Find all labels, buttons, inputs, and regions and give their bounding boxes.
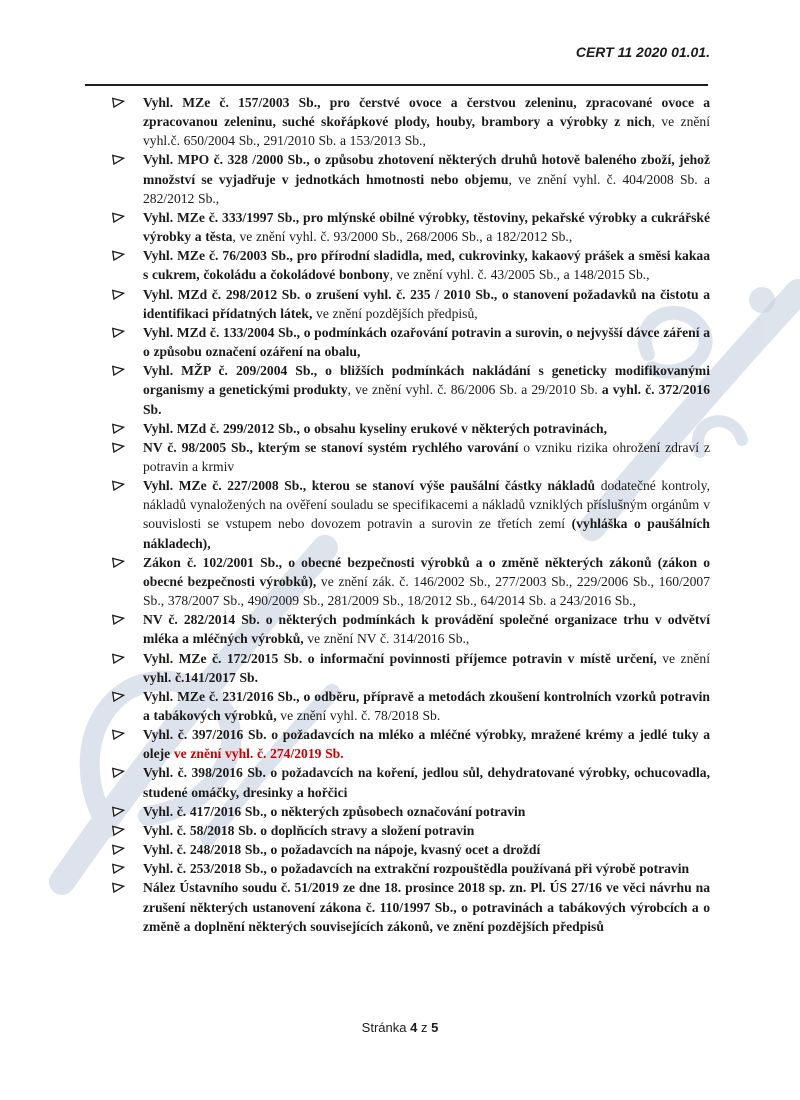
arrowhead-bullet-icon	[112, 361, 143, 376]
regulation-text-segment: a vyhl. č. 372/2016 Sb.	[143, 382, 710, 417]
regulation-text-segment: (vyhláška o paušálních nákladech),	[143, 516, 710, 551]
regulation-text	[143, 93, 710, 150]
regulation-text-segment: Vyhl. MZe č. 76/2003 Sb., pro přírodní sladidla, med, cukrovinky, kakaový prášek a směsi kakaa s cukrem, čokoládu a čokoládové bonbony	[143, 248, 710, 283]
regulation-list	[112, 93, 710, 936]
arrowhead-bullet-icon	[112, 802, 143, 817]
regulation-text	[143, 476, 710, 553]
page-number: 4	[410, 1020, 418, 1035]
regulation-text	[143, 649, 710, 687]
regulation-text	[143, 323, 710, 361]
list-item	[112, 878, 710, 935]
arrowhead-bullet-icon	[112, 150, 143, 165]
page-label: Stránka	[361, 1020, 407, 1035]
regulation-text-segment: Nález Ústavního soudu č. 51/2019 ze dne 18. prosince 2018 sp. zn. Pl. ÚS 27/16 ve věci návrhu na zrušení některých ustanovení zákona č. 110/1997 Sb., o potravinách a tabákových výrobcích a o změně a doplnění některých souvisejících zákonů, ve znění pozdějších předpisů	[143, 880, 710, 934]
arrowhead-bullet-icon	[112, 93, 143, 108]
regulation-text	[143, 687, 710, 725]
regulation-text-segment: Zákon č. 102/2001 Sb., o obecné bezpečnosti výrobků a o změně některých zákonů (zákon o obecné bezpečnosti výrobků),	[143, 554, 710, 589]
list-item	[112, 859, 710, 878]
list-item	[112, 553, 710, 610]
regulation-text-segment: ve znění pozdějších předpisů,	[312, 305, 478, 321]
arrowhead-bullet-icon	[112, 878, 143, 893]
page-header	[576, 44, 710, 60]
regulation-text-segment: ve znění	[656, 650, 710, 666]
arrowhead-bullet-icon	[112, 763, 143, 778]
regulation-text-segment: ve znění NV č. 314/2016 Sb.,	[303, 631, 470, 647]
regulation-text-segment: , ve znění vyhl. č. 86/2006 Sb. a 29/2010 Sb.	[347, 382, 602, 398]
list-item	[112, 476, 710, 553]
regulation-text-segment: o vzniku rizika ohrožení zdraví z potravin a krmiv	[143, 439, 710, 474]
regulation-text-segment: Vyhl. MŽP č. 209/2004 Sb., o bližších podmínkách nakládání s geneticky modifikovanými organismy a genetickými produkty	[143, 363, 710, 398]
regulation-text-segment: Vyhl. MZe č. 157/2003 Sb., pro čerstvé ovoce a čerstvou zeleninu, zpracované ovoce a zpracovanou zeleninu, suché skořápkové plody, houby, brambory a výrobky z nich	[143, 95, 710, 130]
list-item	[112, 763, 710, 801]
list-item	[112, 687, 710, 725]
regulation-text-segment: Vyhl. č. 417/2016 Sb., o některých způsobech označování potravin	[143, 803, 526, 819]
regulation-text	[143, 802, 710, 821]
arrowhead-bullet-icon	[112, 285, 143, 300]
regulation-text	[143, 859, 710, 878]
list-item	[112, 419, 710, 438]
regulation-text	[143, 438, 710, 476]
arrowhead-bullet-icon	[112, 725, 143, 740]
regulation-text-segment: ve znění vyhl. č. 274/2019 Sb.	[173, 746, 344, 762]
regulation-text-segment: , ve znění vyhl. č. 43/2005 Sb., a 148/2015 Sb.,	[389, 267, 650, 283]
regulation-text-segment: , ve znění vyhl.č. 650/2004 Sb., 291/2010 Sb. a 153/2013 Sb.,	[143, 114, 710, 149]
regulation-text	[143, 553, 710, 610]
list-item	[112, 802, 710, 821]
regulation-text-segment: ve znění vyhl. č. 78/2018 Sb.	[276, 708, 441, 723]
regulation-text	[143, 208, 710, 246]
regulation-text-segment: vyhl. č.141/2017 Sb.	[143, 669, 258, 685]
list-item	[112, 821, 710, 840]
list-item	[112, 93, 710, 150]
regulation-text-segment: Vyhl. MZe č. 172/2015 Sb. o informační povinnosti příjemce potravin v místě určení,	[143, 650, 657, 666]
regulation-text	[143, 763, 710, 801]
regulation-text-segment: dodatečné kontroly, nákladů vynaložených na ověření souladu se specifikacemi a nákladů vzniklých příslušným orgánům v souvislosti se vstupem nebo dovozem potravin a surovin ze třetích zemí	[143, 478, 710, 532]
regulation-text	[143, 246, 710, 284]
regulation-text	[143, 150, 710, 207]
regulation-text-segment: Vyhl. č. 398/2016 Sb. o požadavcích na koření, jedlou sůl, dehydratované výrobky, ochucovadla, studené omáčky, dresinky a hořčici	[143, 765, 710, 800]
arrowhead-bullet-icon	[112, 323, 143, 338]
list-item	[112, 150, 710, 207]
page-total: 5	[431, 1020, 439, 1035]
regulation-text	[143, 610, 710, 648]
list-item	[112, 285, 710, 323]
list-item	[112, 840, 710, 859]
regulation-text-segment: ve znění zák. č. 146/2002 Sb., 277/2003 Sb., 229/2006 Sb., 160/2007 Sb., 378/2007 Sb., 490/2009 Sb., 281/2009 Sb., 18/2012 Sb., 64/2014 Sb. a 243/2016 Sb.,	[143, 573, 710, 609]
list-item	[112, 438, 710, 476]
regulation-text-segment: Vyhl. MZe č. 227/2008 Sb., kterou se stanoví výše paušální částky nákladů	[143, 478, 596, 494]
regulation-text-segment: Vyhl. MPO č. 328 /2000 Sb., o způsobu zhotovení některých druhů hotově baleného zboží, jehož množství se vyjadřuje v jednotkách hmotnosti nebo objemu	[143, 152, 710, 187]
arrowhead-bullet-icon	[112, 840, 143, 855]
list-item	[112, 610, 710, 648]
regulation-text-segment: NV č. 282/2014 Sb. o některých podmínkách k provádění společné organizace trhu v odvětví mléka a mléčných výrobků,	[143, 612, 710, 647]
regulation-text-segment: , ve znění vyhl. č. 93/2000 Sb., 268/2006 Sb., a 182/2012 Sb.,	[232, 229, 573, 245]
regulation-text-segment: Vyhl. č. 253/2018 Sb., o požadavcích na extrakční rozpouštědla používaná při výrobě potravin	[143, 861, 690, 877]
regulation-text	[143, 419, 710, 438]
regulation-text	[143, 821, 710, 840]
arrowhead-bullet-icon	[112, 821, 143, 836]
doc-code: CERT 11 2020 01.01.	[575, 44, 710, 60]
list-item	[112, 361, 710, 418]
list-item	[112, 725, 710, 763]
page-footer	[0, 1020, 800, 1035]
regulation-text	[143, 725, 710, 763]
arrowhead-bullet-icon	[112, 476, 143, 491]
regulation-text-segment: Vyhl. MZd č. 133/2004 Sb., o podmínkách ozařování potravin a surovin, o nejvyšší dávce záření a o způsobu označení ozáření na obalu,	[143, 324, 710, 360]
arrowhead-bullet-icon	[112, 610, 143, 625]
regulation-text-segment: Vyhl. č. 58/2018 Sb. o doplňcích stravy a složení potravin	[143, 822, 475, 838]
arrowhead-bullet-icon	[112, 208, 143, 223]
arrowhead-bullet-icon	[112, 246, 143, 261]
page-of-word: z	[420, 1020, 428, 1035]
regulation-text-segment: Vyhl. MZd č. 299/2012 Sb., o obsahu kyseliny erukové v některých potravinách,	[143, 420, 607, 436]
regulation-text-segment: Vyhl. MZe č. 333/1997 Sb., pro mlýnské obilné výrobky, těstoviny, pekařské výrobky a cukrářské výrobky a těsta	[143, 209, 710, 245]
arrowhead-bullet-icon	[112, 859, 143, 874]
arrowhead-bullet-icon	[112, 553, 143, 568]
regulation-text-segment: , ve znění vyhl. č. 404/2008 Sb. a 282/2012 Sb.,	[143, 171, 710, 206]
list-item	[112, 246, 710, 284]
regulation-text-segment: NV č. 98/2005 Sb., kterým se stanoví systém rychlého varování	[143, 439, 519, 455]
regulation-text	[143, 361, 710, 418]
regulation-text	[143, 878, 710, 935]
regulation-text-segment: Vyhl. MZd č. 298/2012 Sb. o zrušení vyhl. č. 235 / 2010 Sb., o stanovení požadavků na čistotu a identifikaci přídatných látek,	[143, 286, 710, 321]
arrowhead-bullet-icon	[112, 649, 143, 664]
arrowhead-bullet-icon	[112, 438, 143, 453]
arrowhead-bullet-icon	[112, 687, 143, 702]
regulation-text	[143, 285, 710, 323]
list-item	[112, 323, 710, 361]
arrowhead-bullet-icon	[112, 419, 143, 434]
regulation-text	[143, 840, 710, 859]
regulation-text-segment: Vyhl. č. 397/2016 Sb. o požadavcích na mléko a mléčné výrobky, mražené krémy a jedlé tuky a oleje	[143, 727, 710, 762]
regulation-text-segment: Vyhl. MZe č. 231/2016 Sb., o odběru, přípravě a metodách zkoušení kontrolních vzorků potravin a tabákových výrobků,	[143, 688, 710, 723]
header-divider	[85, 84, 708, 86]
list-item	[112, 208, 710, 246]
list-item	[112, 649, 710, 687]
regulation-text-segment: Vyhl. č. 248/2018 Sb., o požadavcích na nápoje, kvasný ocet a droždí	[143, 842, 541, 858]
